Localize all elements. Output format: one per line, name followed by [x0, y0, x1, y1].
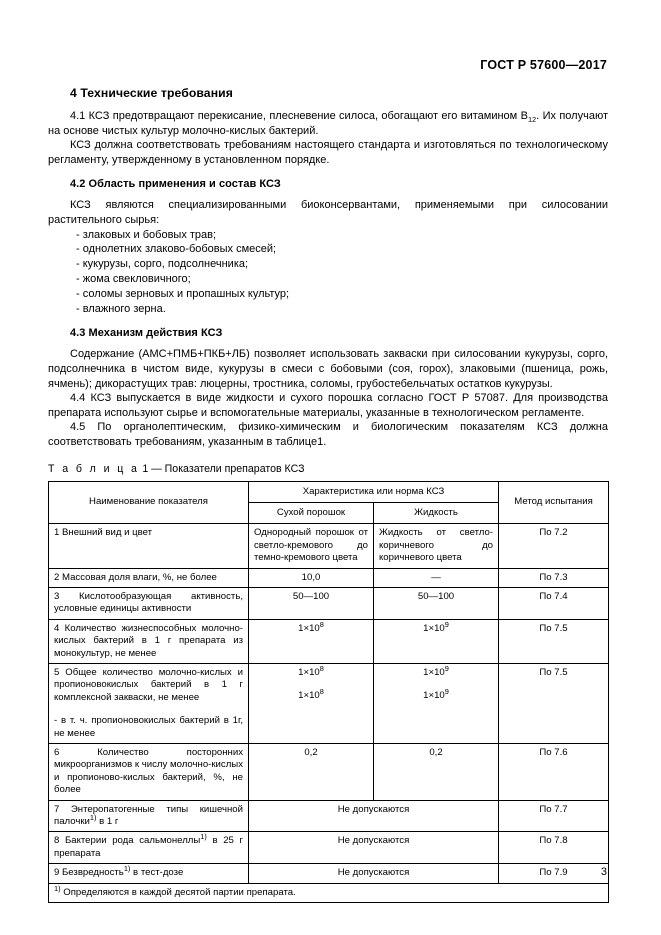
page-number: 3 — [600, 866, 607, 878]
raw-material-list — [48, 228, 608, 317]
paragraph-4-2-intro: КСЗ являются специализированными биоконсервантами, применяемыми при силосовании растительного сырья: — [48, 199, 608, 226]
row-3-dry: 50—100 — [249, 587, 374, 619]
row-5-name-main: 5 Общее количество молочно-кислых и пропионовокислых бактерий в 1 г комплексной закваски, не менее — [54, 666, 243, 703]
row-1-name: 1 Внешний вид и цвет — [49, 524, 249, 568]
row-5-dry-exponent: 8 — [319, 663, 324, 673]
header-cell-liquid: Жидкость — [374, 502, 499, 523]
row-5-liquid-base: 1×10 — [423, 666, 445, 678]
row-1-liquid: Жидкость от светло-коричневого до коричневого цвета — [374, 524, 499, 568]
table-footnote-row — [49, 883, 609, 902]
table-row — [49, 663, 609, 743]
row-7-value: Не допускаются — [249, 800, 499, 832]
list-item: - соломы зерновых и пропашных культур; — [76, 287, 290, 300]
document-body — [48, 86, 608, 903]
row-8-footnote-marker: 1) — [200, 832, 207, 842]
row-5-dry — [249, 663, 374, 743]
row-5b-dry-base: 1×10 — [298, 690, 320, 702]
row-1-dry: Однородный порошок от светло-кремового до темно-кремового цвета — [249, 524, 374, 568]
row-6-dry: 0,2 — [249, 744, 374, 801]
table-footnote — [49, 883, 609, 902]
list-item: - влажного зерна. — [76, 302, 166, 315]
row-4-dry-exponent: 8 — [319, 619, 324, 629]
row-6-liquid: 0,2 — [374, 744, 499, 801]
table-row — [49, 800, 609, 832]
row-8-method: По 7.8 — [499, 832, 609, 864]
table-row — [49, 524, 609, 568]
row-5-liquid-exponent: 9 — [444, 663, 449, 673]
row-8-name-a: 8 Бактерии рода сальмонеллы — [54, 835, 201, 847]
paragraph-4-4: 4.4 КСЗ выпускается в виде жидкости и сухого порошка согласно ГОСТ Р 57087. Для производства препарата используют сырье и вспомогательные материалы, указанные в технологическом регламенте. — [48, 392, 608, 419]
header-cell-method: Метод испытания — [499, 481, 609, 524]
row-5-dry-gap — [254, 679, 368, 690]
row-4-method: По 7.5 — [499, 619, 609, 663]
row-8-name — [49, 832, 249, 864]
header-cell-name: Наименование показателя — [49, 481, 249, 524]
table-header-row — [49, 481, 609, 502]
row-5-name — [49, 663, 249, 743]
table-row — [49, 587, 609, 619]
row-3-name: 3 Кислотообразующая активность, условные единицы активности — [49, 587, 249, 619]
row-4-name: 4 Количество жизнеспособных молочно-кислых бактерий в 1 г препарата из монокультур, не менее — [49, 619, 249, 663]
row-9-footnote-marker: 1) — [123, 864, 131, 874]
table-caption-rest: 1 — Показатели препаратов КСЗ — [142, 462, 305, 475]
list-item: - злаковых и бобовых трав; — [76, 228, 217, 241]
table-row — [49, 619, 609, 663]
row-2-name: 2 Массовая доля влаги, %, не более — [49, 568, 249, 587]
row-7-name — [49, 800, 249, 832]
row-2-dry: 10,0 — [249, 568, 374, 587]
list-item: - кукурузы, сорго, подсолнечника; — [76, 258, 249, 271]
section-heading-4: 4 Технические требования — [70, 86, 233, 100]
table-row — [49, 744, 609, 801]
row-5-dry-base: 1×10 — [298, 666, 320, 678]
row-3-method: По 7.4 — [499, 587, 609, 619]
row-9-value: Не допускаются — [249, 864, 499, 883]
footnote-marker: 1) — [54, 883, 61, 893]
vitamin-subscript: 12 — [527, 115, 537, 125]
list-item: - жома свекловичного; — [76, 272, 191, 285]
row-4-liquid-base: 1×10 — [423, 622, 445, 634]
table-row — [49, 568, 609, 587]
row-4-liquid — [374, 619, 499, 663]
paragraph-4-5: 4.5 По органолептическим, физико-химическим и биологическим показателям КСЗ должна соответствовать требованиям, указанным в таблице1. — [48, 421, 608, 448]
row-5b-liquid-base: 1×10 — [423, 690, 445, 702]
page-header-standard-number: ГОСТ Р 57600—2017 — [480, 58, 607, 72]
row-5-liquid — [374, 663, 499, 743]
row-5-name-sub: - в т. ч. пропионовокислых бактерий в 1г, не менее — [54, 715, 243, 739]
row-9-name — [49, 864, 249, 883]
specification-table — [48, 481, 609, 904]
table-row — [49, 832, 609, 864]
row-5-method: По 7.5 — [499, 663, 609, 743]
row-1-method: По 7.2 — [499, 524, 609, 568]
row-5-name-gap — [54, 704, 243, 715]
row-6-method: По 7.6 — [499, 744, 609, 801]
row-9-name-b: в тест-дозе — [130, 867, 184, 879]
header-cell-characteristic: Характеристика или норма КСЗ — [249, 481, 499, 502]
paragraph-4-1-text: 4.1 КСЗ предотвращают перекисание, плесневение силоса, обогащают его витамином B — [70, 110, 528, 122]
footnote-text: Определяются в каждой десятой партии препарата. — [60, 886, 296, 898]
section-heading-4-2: 4.2 Область применения и состав КСЗ — [70, 178, 281, 191]
table-row — [49, 864, 609, 883]
row-9-method: По 7.9 — [499, 864, 609, 883]
row-6-name: 6 Количество посторонних микроорганизмов к числу молочно-кислых и пропионово-кислых бактерий, %, не более — [49, 744, 249, 801]
row-3-liquid: 50—100 — [374, 587, 499, 619]
row-5b-dry-exponent: 8 — [319, 687, 324, 697]
row-8-name-b: в 25 г препарата — [54, 835, 243, 859]
row-7-name-a: 7 Энтеропатогенные типы кишечной палочки — [54, 803, 243, 828]
table-caption-word: Т а б л и ц а — [48, 462, 140, 475]
paragraph-4-3: Содержание (АМС+ПМБ+ПКБ+ЛБ) позволяет использовать закваски при силосовании кукурузы, сорго, подсолнечника в чистом виде, кукурузы в смеси с бобовыми (соя, горох), злаковыми (пшеница, рожь, ячмень); дикорастущих трав: люцерны, тростника, соломы, грубостебельчатых остатков кукурузы. — [48, 348, 608, 390]
paragraph-4-1-second: КСЗ должна соответствовать требованиям настоящего стандарта и изготовляться по технологическому регламенту, утвержденному в установленном порядке. — [48, 139, 608, 166]
table-caption — [48, 463, 608, 475]
row-4-dry-base: 1×10 — [298, 622, 320, 634]
header-cell-dry-powder: Сухой порошок — [249, 502, 374, 523]
row-7-method: По 7.7 — [499, 800, 609, 832]
list-item: - однолетних злаково-бобовых смесей; — [76, 243, 277, 256]
row-4-liquid-exponent: 9 — [444, 619, 449, 629]
row-7-footnote-marker: 1) — [89, 812, 97, 822]
row-7-name-b: в 1 г — [96, 816, 119, 828]
row-9-name-a: 9 Безвредность — [54, 867, 124, 879]
row-5-liquid-gap — [379, 679, 493, 690]
paragraph-4-1-rest: . Их получают на основе чистых культур молочно-кислых бактерий. — [48, 110, 608, 137]
row-5b-liquid-exponent: 9 — [444, 687, 449, 697]
row-2-liquid: — — [374, 568, 499, 587]
paragraph-4-1 — [48, 109, 608, 138]
row-2-method: По 7.3 — [499, 568, 609, 587]
row-8-value: Не допускаются — [249, 832, 499, 864]
section-heading-4-3: 4.3 Механизм действия КСЗ — [70, 327, 223, 340]
row-4-dry — [249, 619, 374, 663]
